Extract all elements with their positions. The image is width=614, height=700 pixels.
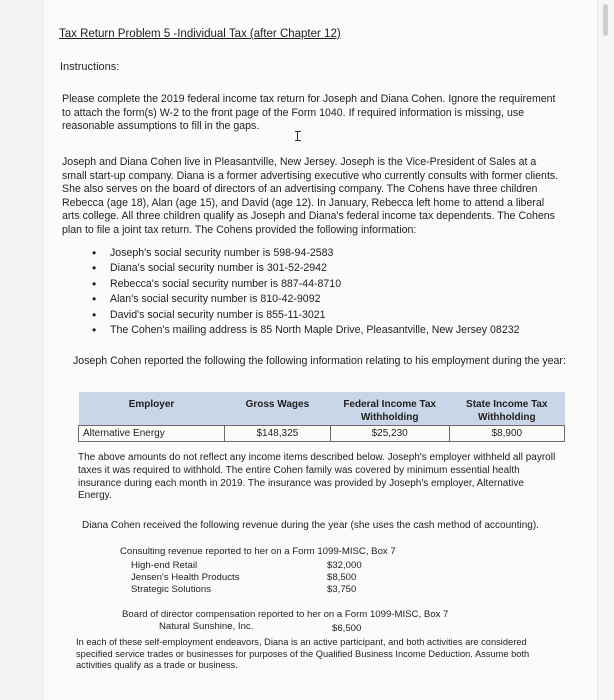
board-heading: Board of director compensation reported to her on a Form 1099-MISC, Box 7 — [122, 609, 449, 620]
header-gross-wages: Gross Wages — [225, 392, 331, 426]
scrollbar[interactable] — [597, 0, 614, 700]
employment-intro: Joseph Cohen reported the following the following information relating to his employment during the year: — [73, 355, 566, 367]
header-federal-withholding: Federal Income Tax Withholding — [330, 392, 449, 426]
info-bullet-list — [92, 246, 520, 338]
list-item: • Diana's social security number is 301-52-2942 — [92, 261, 520, 276]
scrollbar-thumb[interactable] — [603, 4, 608, 36]
background-paragraph: Joseph and Diana Cohen live in Pleasantville, New Jersey. Joseph is the Vice-President of Sales at a small start-up company. Diana is a former advertising executive who currently consults with former clients. She also serves on the board of directors of an advertising company. The Cohens have three children Rebecca (age 18), Alan (age 15), and David (age 12). In January, Rebecca left home to attend a liberal arts college. All three children qualify as Joseph and Diana's federal income tax dependents. The Cohens plan to file a joint tax return. The Cohens provided the following information: — [62, 156, 559, 236]
cell-federal-withholding: $25,230 — [330, 426, 449, 442]
consulting-client-amount: $8,500 — [327, 572, 357, 583]
consulting-client-name: High-end Retail — [131, 560, 198, 571]
header-state-withholding: State Income Tax Withholding — [449, 392, 564, 426]
instructions-paragraph: Please complete the 2019 federal income tax return for Joseph and Diana Cohen. Ignore the requirement to attach the form(s) W-2 to the front page of the Form 1040. If required information is missing, use reasonable assumptions to fill in the gaps. — [62, 93, 556, 133]
cell-gross-wages: $148,325 — [225, 426, 331, 442]
employment-table — [78, 392, 565, 442]
list-item: • Rebecca's social security number is 887-44-8710 — [92, 277, 520, 292]
table-header-row — [79, 392, 565, 426]
board-company-name: Natural Sunshine, Inc. — [159, 621, 254, 632]
consulting-client-amount: $3,750 — [327, 584, 357, 595]
text-cursor-icon — [297, 131, 302, 141]
board-company-amount: $6,500 — [332, 623, 362, 634]
cell-state-withholding: $8,900 — [449, 426, 564, 442]
cell-employer: Alternative Energy — [79, 426, 225, 442]
table-row — [79, 426, 565, 442]
self-employment-note: In each of these self-employment endeavors, Diana is an active participant, and both activities are considered specified service trades or businesses for purposes of the Qualified Business Income Deduction. Assume both activities qualify as a trade or business. — [76, 637, 530, 671]
consulting-client-name: Strategic Solutions — [131, 584, 211, 595]
consulting-heading: Consulting revenue reported to her on a Form 1099-MISC, Box 7 — [120, 546, 396, 557]
list-item: • Alan's social security number is 810-42-9092 — [92, 292, 520, 307]
instructions-heading: Instructions: — [60, 61, 120, 73]
document-title: Tax Return Problem 5 -Individual Tax (after Chapter 12) — [59, 28, 341, 40]
list-item: • The Cohen's mailing address is 85 North Maple Drive, Pleasantville, New Jersey 08232 — [92, 323, 520, 338]
header-employer: Employer — [79, 392, 225, 426]
consulting-client-amount: $32,000 — [327, 560, 362, 571]
list-item: • David's social security number is 855-11-3021 — [92, 308, 520, 323]
revenue-intro: Diana Cohen received the following revenue during the year (she uses the cash method of accounting). — [82, 520, 539, 531]
withholding-note: The above amounts do not reflect any income items described below. Joseph's employer withheld all payroll taxes it was required to withhold. The entire Cohen family was covered by minimum essential health insurance during each month in 2019. The insurance was provided by Joseph's employer, Alternative Energy. — [78, 452, 556, 502]
list-item: • Joseph's social security number is 598-94-2583 — [92, 246, 520, 261]
consulting-client-name: Jensen's Health Products — [131, 572, 240, 583]
